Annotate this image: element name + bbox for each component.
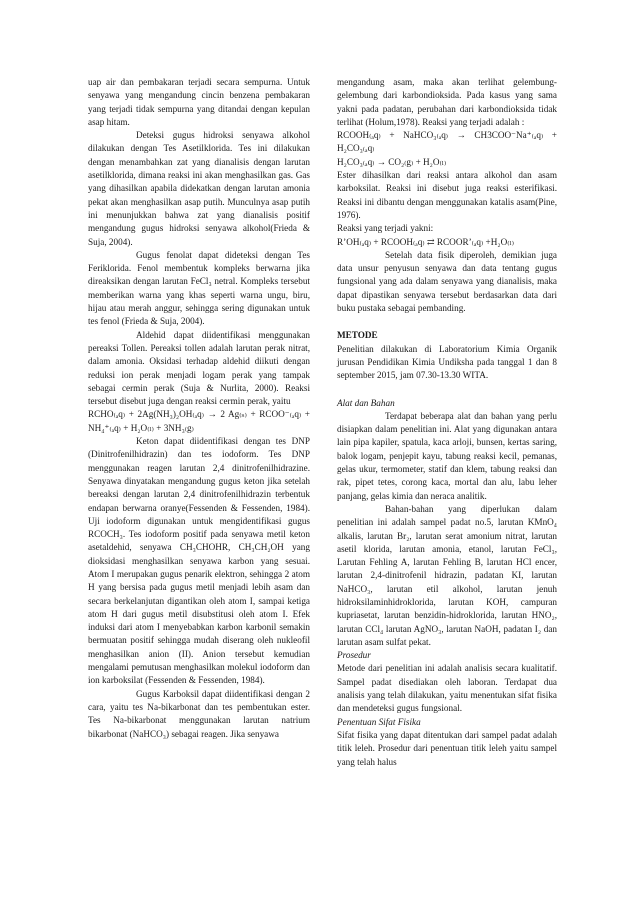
paragraph-physical-properties: Sifat fisika yang dapat ditentukan dari sampel padat adalah titik leleh. Prosedur dari penentuan titik leleh yaitu sampel yang telah halus <box>337 729 557 767</box>
equation-tollens: RCHO₍ₐq₎ + 2Ag(NH₃)₂OH₍ₐq₎ → 2 Ag₍ₛ₎ + RCOO⁻₍ₐq₎ + NH₄⁺₍ₐq₎ + H₂O₍ₗ₎ + 3NH₃₍g₎ <box>88 409 310 433</box>
left-column <box>88 76 310 741</box>
right-column <box>337 76 557 769</box>
paragraph-ester: Ester dihasilkan dari reaksi antara alkohol dan asam karboksilat. Reaksi ini disebut juga reaksi esterifikasi. Reaksi ini dibantu dengan menggunakan katalis asam(Pine, 1976). <box>337 170 557 220</box>
paragraph-hydroxy-test: Deteksi gugus hidroksi senyawa alkohol dilakukan dengan Tes Asetilklorida. Tes ini dilakukan dengan menambahkan zat yang dianalisis dengan larutan asetilklorida, dimana reaksi ini akan menghasilkan gas. Gas yang dihasilkan apabila didekatkan dengan larutan amonia pekat akan menghasilkan asap putih. Munculnya asap putih ini menunjukkan bahwa zat yang dianalisis positif mengandung gugus hidroksi senyawa alkohol(Frieda & Suja, 2004). <box>88 130 310 247</box>
subheading-prosedur: Prosedur <box>337 650 371 661</box>
paragraph-carboxyl-continued: mengandung asam, maka akan terlihat gelembung-gelembung dari karbondioksida. Pada kasus yang sama yakni pada padatan, perubahan dari karbondioksida tidak terlihat (Holum,1978). Reaksi yang terjadi adalah : <box>337 77 557 127</box>
paragraph-ketone-test: Keton dapat diidentifikasi dengan tes DNP (Dinitrofenilhidrazin) dan tes iodoform. Tes DNP menggunakan reagen larutan 2,4 dinitrofenilhidrazine. Senyawa dinyatakan mengandung gugus keton jika setelah bereaksi dengan larutan 2,4 dinitrofenilhidrazin terbentuk endapan berwarna oranye(Fessenden & Fessenden, 1984). Uji iodoform digunakan untuk mengidentifikasi gugus RCOCH₃. Tes iodoform positif pada senyawa metil keton asetaldehid, senyawa CH₃CHOHR, CH₃CH₂OH yang dioksidasi menghasilkan senyawa karbon yang sesuai. Atom I merupakan gugus penarik elektron, sehingga 2 atom H yang bersisa pada gugus metil menjadi lebih asam dan secara berkelanjutan digantikan oleh atom I, sampai ketiga atom H dari gugus metil disubstitusi oleh atom I. Efek induksi dari atom I menyebabkan karbon karbonil semakin bermuatan positif sehingga mudah diserang oleh nukleofil menghasilkan anion (II). Anion tersebut kemudian mengalami pemutusan menghasilkan molekul iodoform dan ion karboksilat (Fessenden & Fessenden, 1984). <box>88 436 310 686</box>
paragraph-data-summary: Setelah data fisik diperoleh, demikian juga data unsur penyusun senyawa dan data tentang gugus fungsional yang ada dalam senyawa yang dianalisis, maka dapat dipastikan senyawa tersebut berdasarkan data dari buku pustaka sebagai pembanding. <box>337 249 557 314</box>
paragraph-tools: Terdapat beberapa alat dan bahan yang perlu disiapkan dalam penelitian ini. Alat yang digunakan antara lain pipa kapiler, spatula, kaca arloji, bunsen, kertas saring, balok logam, penjepit kayu, tabung reaksi kecil, pemanas, gelas ukur, termometer, statif dan klem, tabung reaksi dan rak, pipet tetes, corong kaca, mortal dan alu, labu leher panjang, gelas kimia dan neraca analitik. <box>337 410 557 501</box>
paragraph-carboxyl-test: Gugus Karboksil dapat diidentifikasi dengan 2 cara, yaitu tes Na-bikarbonat dan tes pembentukan ester. Tes Na-bikarbonat menggunakan larutan natrium bikarbonat (NaHCO₃) sebagai reagen. Jika senyawa <box>88 688 310 739</box>
paragraph-materials: Bahan-bahan yang diperlukan dalam penelitian ini adalah sampel padat no.5, larutan KMnO₄ alkalis, larutan Br₂, larutan serat amonium nitrat, larutan asetil klorida, larutan amonia, etanol, larutan FeCl₃, Larutan Fehling A, larutan Fehling B, larutan HCl encer, larutan 2,4-dinitrofenil hidrazin, padatan KI, larutan NaHCO₃, larutan etil alkohol, larutan jenuh hidroksilaminhidroklorida, larutan KOH, campuran kupriasetat, larutan benzidin-hidroklorida, larutan HNO₂, larutan CCl₄ larutan AgNO₃, larutan NaOH, padatan I₂ dan larutan asam sulfat pekat. <box>337 503 557 647</box>
paragraph-phenol-test: Gugus fenolat dapat dideteksi dengan Tes Feriklorida. Fenol membentuk kompleks berwarna jika direaksikan dengan larutan FeCl₃ netral. Kompleks tersebut memberikan warna yang khas seperti warna ungu, biru, hijau atau merah anggur, sehingga sering digunakan untuk tes fenol (Frieda & Suja, 2004). <box>88 249 310 327</box>
paragraph-method-location: Penelitian dilakukan di Laboratorium Kimia Organik jurusan Pendidikan Kimia Undiksha pada tanggal 1 dan 8 september 2015, jam 07.30-13.30 WITA. <box>337 343 557 381</box>
section-heading-metode: METODE <box>337 330 378 341</box>
paragraph-procedure: Metode dari penelitian ini adalah analisis secara kualitatif. Sampel padat disediakan oleh laboran. Terdapat dua analisis yang telah dilakukan, yaitu menentukan sifat fisika dan mendeteksi gugus fungsional. <box>337 663 557 714</box>
equation-bicarbonate: RCOOH₍ₐq₎ + NaHCO₃₍ₐq₎ → CH3COO⁻Na⁺₍ₐq₎ + H₂CO₃₍ₐq₎ <box>337 130 557 154</box>
equation-carbonic-acid: H₂CO₃₍ₐq₎ → CO₂₍g₎ + H₂O₍ₗ₎ <box>337 156 447 167</box>
subheading-alat-bahan: Alat dan Bahan <box>337 397 395 408</box>
subheading-sifat-fisika: Penentuan Sifat Fisika <box>337 716 421 727</box>
equation-esterification: R’OH₍ₐq₎ + RCOOH₍ₐq₎ ⇄ RCOOR’₍ₐq₎ +H₂O₍ₗ₎ <box>337 236 514 247</box>
paragraph-combustion-end: uap air dan pembakaran terjadi secara sempurna. Untuk senyawa yang mengandung cincin benzena pembakaran yang terjadi tidak sempurna yang ditandai dengan kepulan asap hitam. <box>88 77 310 127</box>
paragraph-aldehyde-test: Aldehid dapat diidentifikasi menggunakan pereaksi Tollen. Pereaksi tollen adalah larutan perak nitrat, dalam amonia. Oksidasi terhadap aldehid diikuti dengan reduksi ion perak menjadi logam perak yang tampak sebagai cermin perak (Suja & Nurlita, 2000). Reaksi tersebut disebut juga dengan reaksi cermin perak, yaitu <box>88 329 310 407</box>
paragraph-reaction-intro: Reaksi yang terjadi yakni: <box>337 223 434 234</box>
